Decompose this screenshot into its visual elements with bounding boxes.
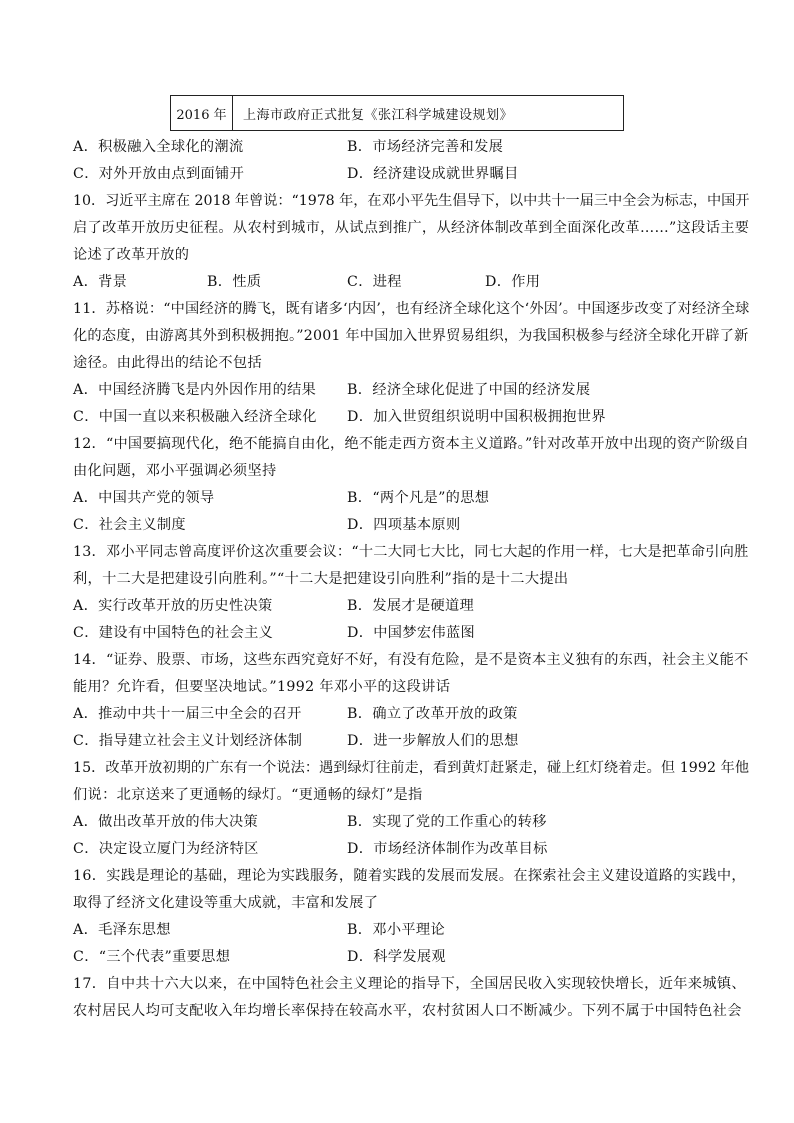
q10-stem-line-1: 10．习近平主席在 2018 年曾说：“1978 年，在邓小平先生倡导下，以中共十一届三中全会为标志，中国开 xyxy=(73,193,750,209)
q17-stem-line-2: 农村居民人均可支配收入年均增长率保持在较高水平，农村贫困人口不断减少。下列不属于中国特色社会 xyxy=(73,1003,742,1019)
q12-options-row-2 xyxy=(73,515,733,535)
q9-option-d[interactable]: D．经济建设成就世界瞩目 xyxy=(347,166,519,182)
q9-option-c[interactable]: C．对外开放由点到面铺开 xyxy=(73,166,245,182)
q13-stem-line-2: 利，十二大是把建设引向胜利。”“十二大是把建设引向胜利”指的是十二大提出 xyxy=(73,571,569,587)
q14-option-c[interactable]: C．指导建立社会主义计划经济体制 xyxy=(73,733,303,749)
q9-options-row-1 xyxy=(73,137,733,157)
q10-option-b[interactable]: B．性质 xyxy=(207,274,262,290)
q14-stem-line-1: 14．“证券、股票、市场，这些东西究竟好不好，有没有危险，是不是资本主义独有的东西，社会主义能不 xyxy=(73,652,749,668)
q16-option-c[interactable]: C．“三个代表”重要思想 xyxy=(73,949,231,965)
q15-option-a[interactable]: A．做出改革开放的伟大决策 xyxy=(73,814,259,830)
q15-option-b[interactable]: B．实现了党的工作重心的转移 xyxy=(347,814,547,830)
q12-option-a[interactable]: A．中国共产党的领导 xyxy=(73,490,215,506)
q14-option-d[interactable]: D．进一步解放人们的思想 xyxy=(347,733,519,749)
q16-options-row-1 xyxy=(73,920,733,940)
q11-options-row-2 xyxy=(73,407,733,427)
q14-option-b[interactable]: B．确立了改革开放的政策 xyxy=(347,706,518,722)
q10-option-c[interactable]: C．进程 xyxy=(347,274,402,290)
q12-stem-line-2: 由化问题，邓小平强调必须坚持 xyxy=(73,463,277,479)
q11-stem-line-2: 化的态度，由游离其外到积极拥抱。”2001 年中国加入世界贸易组织，为我国积极参与经济全球化开辟了新 xyxy=(73,328,749,344)
table-event-cell: 上海市政府正式批复《张江科学城建设规划》 xyxy=(243,107,514,123)
q14-option-a[interactable]: A．推动中共十一届三中全会的召开 xyxy=(73,706,302,722)
q13-option-c[interactable]: C．建设有中国特色的社会主义 xyxy=(73,625,274,641)
q16-option-d[interactable]: D．科学发展观 xyxy=(347,949,446,965)
q10-stem-line-2: 启了改革开放历史征程。从农村到城市，从试点到推广，从经济体制改革到全面深化改革……”这段话主要 xyxy=(73,220,750,236)
q9-option-a[interactable]: A．积极融入全球化的潮流 xyxy=(73,139,244,155)
q13-stem-line-1: 13．邓小平同志曾高度评价这次重要会议：“十二大同七大比，同七大起的作用一样，七大是把革命引向胜 xyxy=(73,544,749,560)
q11-option-a[interactable]: A．中国经济腾飞是内外因作用的结果 xyxy=(73,382,317,398)
q12-option-b[interactable]: B．“两个凡是”的思想 xyxy=(347,490,490,506)
q13-option-d[interactable]: D．中国梦宏伟蓝图 xyxy=(347,625,476,641)
q9-option-b[interactable]: B．市场经济完善和发展 xyxy=(347,139,504,155)
q10-option-d[interactable]: D．作用 xyxy=(485,274,541,290)
q16-options-row-2 xyxy=(73,947,733,967)
q11-option-b[interactable]: B．经济全球化促进了中国的经济发展 xyxy=(347,382,591,398)
q15-options-row-1 xyxy=(73,812,733,832)
q11-stem-line-3: 途径。由此得出的结论不包括 xyxy=(73,355,262,371)
q14-options-row-1 xyxy=(73,704,733,724)
q10-options-row xyxy=(73,272,733,292)
q11-option-c[interactable]: C．中国一直以来积极融入经济全球化 xyxy=(73,409,317,425)
q13-options-row-2 xyxy=(73,623,733,643)
table-year-cell: 2016 年 xyxy=(171,96,233,130)
q13-option-b[interactable]: B．发展才是硬道理 xyxy=(347,598,475,614)
q15-option-d[interactable]: D．市场经济体制作为改革目标 xyxy=(347,841,548,857)
q12-option-c[interactable]: C．社会主义制度 xyxy=(73,517,186,533)
q13-options-row-1 xyxy=(73,596,733,616)
q16-option-a[interactable]: A．毛泽东思想 xyxy=(73,922,171,938)
q11-stem-line-1: 11．苏格说：“中国经济的腾飞，既有诸多‘内因’，也有经济全球化这个‘外因’。中国逐步改变了对经济全球 xyxy=(73,301,750,317)
q14-stem-line-2: 能用？允许看，但要坚决地试。”1992 年邓小平的这段讲话 xyxy=(73,679,451,695)
q15-option-c[interactable]: C．决定设立厦门为经济特区 xyxy=(73,841,259,857)
q16-option-b[interactable]: B．邓小平理论 xyxy=(347,922,446,938)
q15-stem-line-1: 15．改革开放初期的广东有一个说法：遇到绿灯往前走，看到黄灯赶紧走，碰上红灯绕着走。但 1992 年他 xyxy=(73,760,750,776)
q15-options-row-2 xyxy=(73,839,733,859)
q11-option-d[interactable]: D．加入世贸组织说明中国积极拥抱世界 xyxy=(347,409,606,425)
q10-stem-line-3: 论述了改革开放的 xyxy=(73,247,190,263)
q16-stem-line-2: 取得了经济文化建设等重大成就，丰富和发展了 xyxy=(73,895,379,911)
q13-option-a[interactable]: A．实行改革开放的历史性决策 xyxy=(73,598,273,614)
q14-options-row-2 xyxy=(73,731,733,751)
q9-options-row-2 xyxy=(73,164,733,184)
q12-options-row-1 xyxy=(73,488,733,508)
q10-option-a[interactable]: A．背景 xyxy=(73,274,128,290)
q12-stem-line-1: 12．“中国要搞现代化，绝不能搞自由化，绝不能走西方资本主义道路。”针对改革开放中出现的资产阶级自 xyxy=(73,436,750,452)
q15-stem-line-2: 们说：北京送来了更通畅的绿灯。“更通畅的绿灯”是指 xyxy=(73,787,423,803)
q16-stem-line-1: 16．实践是理论的基础，理论为实践服务，随着实践的发展而发展。在探索社会主义建设道路的实践中， xyxy=(73,868,746,884)
timeline-table xyxy=(170,95,624,131)
q11-options-row-1 xyxy=(73,380,733,400)
q17-stem-line-1: 17．自中共十六大以来，在中国特色社会主义理论的指导下，全国居民收入实现较快增长，近年来城镇、 xyxy=(73,976,746,992)
q12-option-d[interactable]: D．四项基本原则 xyxy=(347,517,461,533)
